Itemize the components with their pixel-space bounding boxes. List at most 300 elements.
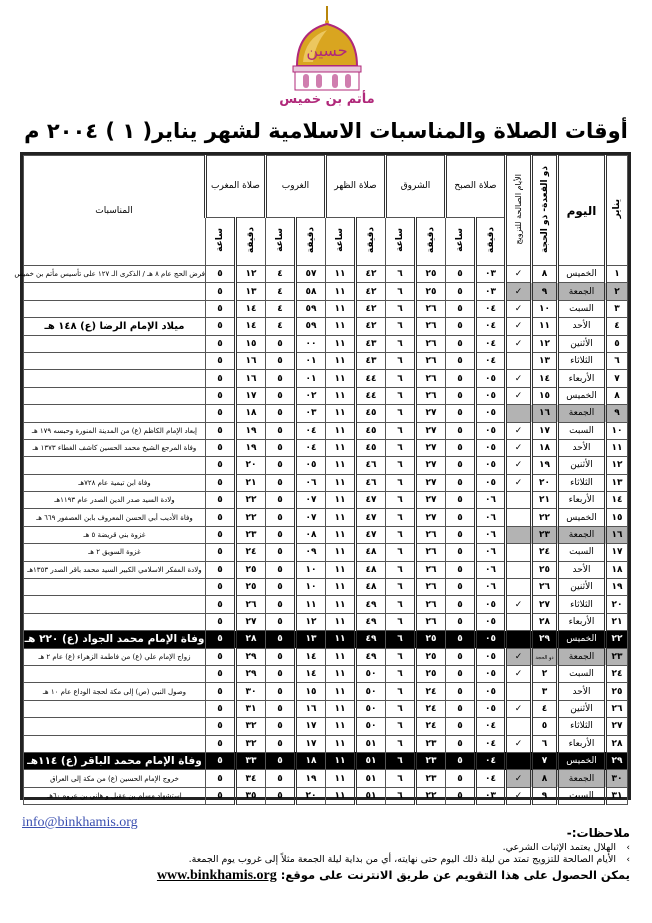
- hijri-date: ٩: [532, 283, 558, 300]
- shuruq-hour: ٦: [385, 752, 415, 769]
- notes-title: ملاحظات:-: [566, 826, 630, 840]
- check-icon: ✓: [514, 790, 523, 801]
- dhuhr-minute: ٤٧: [355, 526, 385, 543]
- fajr-hour: ٥: [445, 318, 475, 335]
- gregorian-date: ١٠: [606, 422, 628, 439]
- marriage-check: [506, 735, 532, 752]
- maghrib-minute: ٢٨: [235, 631, 265, 648]
- fajr-minute: ٠٥: [476, 457, 506, 474]
- maghrib-hour: ٥: [205, 613, 235, 630]
- fajr-hour: ٥: [445, 665, 475, 682]
- ghurub-hour: ٥: [265, 370, 295, 387]
- fajr-hour: ٥: [445, 700, 475, 717]
- dhuhr-hour: ١١: [325, 718, 355, 735]
- gregorian-date: ٢: [606, 283, 628, 300]
- day-name: الخميس: [558, 387, 606, 404]
- shuruq-minute: ٢٧: [415, 492, 445, 509]
- fajr-minute: ٠٥: [476, 596, 506, 613]
- maghrib-hour: ٥: [205, 352, 235, 369]
- gregorian-date: ٨: [606, 387, 628, 404]
- maghrib-hour: ٥: [205, 457, 235, 474]
- dhuhr-hour: ١١: [325, 700, 355, 717]
- marriage-check: [506, 787, 532, 804]
- dhuhr-minute: ٤٤: [355, 387, 385, 404]
- event-text: [24, 665, 206, 682]
- shuruq-minute: ٢٤: [415, 700, 445, 717]
- maghrib-minute: ٢٣: [235, 526, 265, 543]
- maghrib-minute: ٣١: [235, 700, 265, 717]
- ghurub-hour: ٤: [265, 300, 295, 317]
- maghrib-minute: ١٦: [235, 352, 265, 369]
- dhuhr-hour: ١١: [325, 318, 355, 335]
- maghrib-minute: ١٤: [235, 300, 265, 317]
- shuruq-minute: ٢٦: [415, 370, 445, 387]
- maghrib-hour: ٥: [205, 526, 235, 543]
- maghrib-minute: ١٤: [235, 318, 265, 335]
- dhuhr-minute: ٥١: [355, 787, 385, 804]
- table-row: [24, 770, 628, 787]
- shuruq-hour: ٦: [385, 561, 415, 578]
- shuruq-minute: ٢٦: [415, 596, 445, 613]
- dhuhr-minute: ٥٠: [355, 718, 385, 735]
- ghurub-minute: ١١: [295, 596, 325, 613]
- fajr-minute: ٠٦: [476, 509, 506, 526]
- maghrib-minute: ١٧: [235, 387, 265, 404]
- ghurub-minute: ٥٨: [295, 283, 325, 300]
- event-text: فرض الحج عام ٨ هـ / الذكرى الـ ١٢٧ على تأسيس مأتم بن خميس: [24, 266, 206, 283]
- ghurub-hour: ٥: [265, 683, 295, 700]
- day-name: الثلاثاء: [558, 718, 606, 735]
- maghrib-hour: ٥: [205, 509, 235, 526]
- hijri-date: ٢٠: [532, 474, 558, 491]
- dhuhr-minute: ٥٠: [355, 700, 385, 717]
- day-name: الأحد: [558, 561, 606, 578]
- hijri-date: ٢٢: [532, 509, 558, 526]
- shuruq-hour: ٦: [385, 509, 415, 526]
- check-icon: ✓: [514, 303, 523, 314]
- fajr-minute: ٠٥: [476, 648, 506, 665]
- prayer-calendar-table: [14, 152, 631, 801]
- maghrib-minute: ٣٠: [235, 683, 265, 700]
- ghurub-hour: ٥: [265, 787, 295, 804]
- ghurub-hour: ٥: [265, 579, 295, 596]
- ghurub-minute: ١٤: [295, 648, 325, 665]
- maghrib-hour: ٥: [205, 283, 235, 300]
- day-name: الخميس: [558, 266, 606, 283]
- check-icon: ✓: [514, 460, 523, 471]
- shuruq-hour: ٦: [385, 439, 415, 456]
- maghrib-hour: ٥: [205, 335, 235, 352]
- gregorian-date: ٢٠: [606, 596, 628, 613]
- ghurub-hour: ٥: [265, 596, 295, 613]
- fajr-hour: ٥: [445, 422, 475, 439]
- gregorian-date: ١٦: [606, 526, 628, 543]
- table-row: [24, 613, 628, 630]
- day-name: الجمعة: [558, 770, 606, 787]
- fajr-hour: ٥: [445, 770, 475, 787]
- dhuhr-hour: ١١: [325, 457, 355, 474]
- hijri-date: ١٣: [532, 352, 558, 369]
- maghrib-minute: ٢٩: [235, 665, 265, 682]
- maghrib-minute: ٢٢: [235, 509, 265, 526]
- ghurub-hour: ٥: [265, 718, 295, 735]
- shuruq-minute: ٢٣: [415, 770, 445, 787]
- hijri-date: ١١: [532, 318, 558, 335]
- table-row: [24, 439, 628, 456]
- maghrib-hour: ٥: [205, 579, 235, 596]
- bullet-icon: ›: [626, 855, 630, 865]
- shuruq-minute: ٢٤: [415, 718, 445, 735]
- maghrib-minute: ٢٦: [235, 596, 265, 613]
- shuruq-hour: ٦: [385, 648, 415, 665]
- gregorian-date: ٢٦: [606, 700, 628, 717]
- table-row: [24, 457, 628, 474]
- marriage-check: [506, 579, 532, 596]
- ghurub-minute: ١٠: [295, 579, 325, 596]
- ghurub-minute: ١٣: [295, 631, 325, 648]
- ghurub-minute: ٢٠: [295, 787, 325, 804]
- dhuhr-minute: ٤٩: [355, 631, 385, 648]
- shuruq-minute: ٢٧: [415, 457, 445, 474]
- dhuhr-hour: ١١: [325, 283, 355, 300]
- shuruq-hour: ٦: [385, 335, 415, 352]
- dhuhr-hour: ١١: [325, 561, 355, 578]
- dhuhr-minute: ٤٥: [355, 405, 385, 422]
- shuruq-hour: ٦: [385, 579, 415, 596]
- table-row: [24, 787, 628, 804]
- shuruq-minute: ٢٧: [415, 474, 445, 491]
- dhuhr-hour: ١١: [325, 300, 355, 317]
- dhuhr-hour: ١١: [325, 492, 355, 509]
- dhuhr-minute: ٤٨: [355, 544, 385, 561]
- dhuhr-minute: ٤٥: [355, 439, 385, 456]
- hijri-date: ١٤: [532, 370, 558, 387]
- website-line: [30, 868, 630, 884]
- check-icon: ✓: [514, 599, 523, 610]
- event-text: [24, 283, 206, 300]
- ghurub-minute: ١٧: [295, 735, 325, 752]
- bullet-icon: ›: [626, 843, 630, 853]
- hijri-date: ٢٣: [532, 526, 558, 543]
- shuruq-minute: ٢٧: [415, 509, 445, 526]
- marriage-check: [506, 439, 532, 456]
- shuruq-minute: ٢٥: [415, 648, 445, 665]
- shuruq-hour: ٦: [385, 457, 415, 474]
- maghrib-minute: ١٥: [235, 335, 265, 352]
- hijri-date: ٢٤: [532, 544, 558, 561]
- ghurub-hour: ٤: [265, 283, 295, 300]
- shuruq-hour: ٦: [385, 787, 415, 804]
- gregorian-date: ١٧: [606, 544, 628, 561]
- ghurub-minute: ٠١: [295, 352, 325, 369]
- shuruq-hour: ٦: [385, 266, 415, 283]
- day-name: الأربعاء: [558, 492, 606, 509]
- ghurub-hour: ٥: [265, 735, 295, 752]
- shuruq-minute: ٢٧: [415, 439, 445, 456]
- header-dhuhr-minute: دقيقة: [355, 218, 385, 266]
- ghurub-minute: ١٩: [295, 770, 325, 787]
- fajr-hour: ٥: [445, 370, 475, 387]
- gregorian-date: ٢١: [606, 613, 628, 630]
- event-text: زواج الإمام علي (ع) من فاطمة الزهراء (ع) عام ٢ هـ: [24, 648, 206, 665]
- header-ghurub-hour: ساعة: [265, 218, 295, 266]
- shuruq-minute: ٢٦: [415, 352, 445, 369]
- hijri-date: ١٠: [532, 300, 558, 317]
- maghrib-minute: ٢٥: [235, 579, 265, 596]
- dhuhr-minute: ٤٢: [355, 283, 385, 300]
- hijri-date: ١٦: [532, 405, 558, 422]
- dhuhr-hour: ١١: [325, 405, 355, 422]
- hijri-date: ١٨: [532, 439, 558, 456]
- maghrib-minute: ١٩: [235, 422, 265, 439]
- maghrib-minute: ٢٧: [235, 613, 265, 630]
- fajr-minute: ٠٥: [476, 387, 506, 404]
- fajr-hour: ٥: [445, 509, 475, 526]
- event-text: [24, 579, 206, 596]
- ghurub-hour: ٥: [265, 387, 295, 404]
- table-row: [24, 700, 628, 717]
- check-icon: ✓: [514, 321, 523, 332]
- event-text: ولادة المفكر الاسلامي الكبير السيد محمد باقر الصدر ١٣٥٣هـ: [24, 561, 206, 578]
- shuruq-minute: ٢٦: [415, 335, 445, 352]
- header-maghrib-hour: ساعة: [205, 218, 235, 266]
- event-text: [24, 457, 206, 474]
- ghurub-hour: ٥: [265, 526, 295, 543]
- marriage-check: [506, 700, 532, 717]
- fajr-minute: ٠٣: [476, 266, 506, 283]
- marriage-check: [506, 665, 532, 682]
- hijri-date: ٢٩: [532, 631, 558, 648]
- maghrib-minute: ٢٤: [235, 544, 265, 561]
- event-text: استشهاد مسلم بن عقيل و هاني بن عروه ٦٠هـ: [24, 787, 206, 804]
- shuruq-minute: ٢٥: [415, 283, 445, 300]
- marriage-check: [506, 526, 532, 543]
- header-fajr-hour: ساعة: [445, 218, 475, 266]
- logo: [279, 4, 375, 108]
- fajr-minute: ٠٤: [476, 718, 506, 735]
- ghurub-minute: ٠٢: [295, 387, 325, 404]
- shuruq-hour: ٦: [385, 683, 415, 700]
- fajr-hour: ٥: [445, 613, 475, 630]
- ghurub-minute: ٠٤: [295, 422, 325, 439]
- day-name: الأثنين: [558, 579, 606, 596]
- day-name: الثلاثاء: [558, 474, 606, 491]
- dhuhr-hour: ١١: [325, 370, 355, 387]
- website-link[interactable]: www.binkhamis.org: [156, 868, 277, 883]
- day-name: الأربعاء: [558, 735, 606, 752]
- table-row: [24, 648, 628, 665]
- hijri-date: ٦: [532, 735, 558, 752]
- day-name: الأربعاء: [558, 613, 606, 630]
- table-row: [24, 735, 628, 752]
- maghrib-hour: ٥: [205, 665, 235, 682]
- check-icon: ✓: [514, 738, 523, 749]
- header-maghrib: صلاة المغرب: [205, 156, 265, 218]
- ghurub-hour: ٥: [265, 457, 295, 474]
- shuruq-hour: ٦: [385, 526, 415, 543]
- day-name: السبت: [558, 787, 606, 804]
- event-text: [24, 613, 206, 630]
- ghurub-hour: ٤: [265, 266, 295, 283]
- maghrib-hour: ٥: [205, 752, 235, 769]
- table-row: [24, 752, 628, 769]
- marriage-check: [506, 509, 532, 526]
- gregorian-date: ٢٤: [606, 665, 628, 682]
- ghurub-minute: ٠٥: [295, 457, 325, 474]
- gregorian-date: ٣١: [606, 787, 628, 804]
- hijri-date: ١٥: [532, 387, 558, 404]
- dhuhr-minute: ٤٦: [355, 474, 385, 491]
- logo-text: مأتم بن خميس: [279, 92, 375, 107]
- fajr-hour: ٥: [445, 544, 475, 561]
- day-name: الجمعة: [558, 526, 606, 543]
- fajr-hour: ٥: [445, 596, 475, 613]
- shuruq-minute: ٢٦: [415, 544, 445, 561]
- ghurub-hour: ٥: [265, 561, 295, 578]
- fajr-minute: ٠٦: [476, 579, 506, 596]
- fajr-hour: ٥: [445, 300, 475, 317]
- ghurub-minute: ٥٩: [295, 318, 325, 335]
- gregorian-date: ٢٧: [606, 718, 628, 735]
- day-name: السبت: [558, 300, 606, 317]
- website-prefix: يمكن الحصول على هذا التقويم عن طريق الانترنت على موقع:: [280, 868, 630, 882]
- hijri-date: ٢: [532, 665, 558, 682]
- shuruq-minute: ٢٧: [415, 422, 445, 439]
- maghrib-hour: ٥: [205, 474, 235, 491]
- day-name: الأربعاء: [558, 370, 606, 387]
- marriage-check: [506, 474, 532, 491]
- table-row: [24, 283, 628, 300]
- fajr-hour: ٥: [445, 735, 475, 752]
- table-row: [24, 300, 628, 317]
- shuruq-minute: ٢٧: [415, 405, 445, 422]
- maghrib-minute: ١٩: [235, 439, 265, 456]
- gregorian-date: ١٣: [606, 474, 628, 491]
- hijri-date: [532, 648, 558, 665]
- check-icon: ✓: [514, 443, 523, 454]
- dhuhr-hour: ١١: [325, 579, 355, 596]
- maghrib-hour: ٥: [205, 596, 235, 613]
- marriage-check: [506, 544, 532, 561]
- dhuhr-minute: ٤٨: [355, 579, 385, 596]
- shuruq-minute: ٢٦: [415, 526, 445, 543]
- maghrib-hour: ٥: [205, 683, 235, 700]
- header-dhuhr-hour: ساعة: [325, 218, 355, 266]
- day-name: الجمعة: [558, 405, 606, 422]
- check-icon: ✓: [514, 269, 523, 280]
- maghrib-minute: ١٨: [235, 405, 265, 422]
- maghrib-hour: ٥: [205, 735, 235, 752]
- ghurub-hour: ٥: [265, 770, 295, 787]
- ghurub-minute: ١٤: [295, 665, 325, 682]
- ghurub-hour: ٥: [265, 492, 295, 509]
- shuruq-minute: ٢٦: [415, 561, 445, 578]
- contact-email-link[interactable]: info@binkhamis.org: [22, 815, 138, 830]
- maghrib-minute: ٣٢: [235, 718, 265, 735]
- gregorian-date: ١: [606, 266, 628, 283]
- gregorian-date: ١٤: [606, 492, 628, 509]
- ghurub-hour: ٥: [265, 405, 295, 422]
- page-title: أوقات الصلاة والمناسبات الاسلامية لشهر يناير( ١ ) ٢٠٠٤ م: [24, 119, 628, 143]
- event-text: [24, 405, 206, 422]
- fajr-minute: ٠٥: [476, 422, 506, 439]
- dhuhr-minute: ٤٤: [355, 370, 385, 387]
- hijri-date: ١٩: [532, 457, 558, 474]
- hijri-date: ٣: [532, 683, 558, 700]
- check-icon: ✓: [514, 425, 523, 436]
- ghurub-minute: ١٦: [295, 700, 325, 717]
- gregorian-date: ٥: [606, 335, 628, 352]
- shuruq-hour: ٦: [385, 544, 415, 561]
- day-name: الثلاثاء: [558, 596, 606, 613]
- shuruq-minute: ٢٥: [415, 665, 445, 682]
- day-name: السبت: [558, 422, 606, 439]
- event-text: [24, 596, 206, 613]
- shuruq-hour: ٦: [385, 352, 415, 369]
- gregorian-date: ٢٨: [606, 735, 628, 752]
- check-icon: ✓: [514, 390, 523, 401]
- event-text: غزوة السويق ٢ هـ: [24, 544, 206, 561]
- gregorian-date: ٢٢: [606, 631, 628, 648]
- header-gregorian: يناير: [606, 156, 628, 266]
- marriage-check: [506, 648, 532, 665]
- dhuhr-hour: ١١: [325, 544, 355, 561]
- day-name: الخميس: [558, 509, 606, 526]
- dhuhr-minute: ٥١: [355, 770, 385, 787]
- maghrib-minute: ٣٤: [235, 770, 265, 787]
- fajr-minute: ٠٤: [476, 318, 506, 335]
- dhuhr-minute: ٥١: [355, 752, 385, 769]
- ghurub-hour: ٥: [265, 544, 295, 561]
- maghrib-hour: ٥: [205, 787, 235, 804]
- fajr-minute: ٠٤: [476, 352, 506, 369]
- fajr-minute: ٠٣: [476, 283, 506, 300]
- maghrib-minute: ٢٥: [235, 561, 265, 578]
- table-row: [24, 492, 628, 509]
- fajr-minute: ٠٥: [476, 370, 506, 387]
- gregorian-date: ٣: [606, 300, 628, 317]
- shuruq-hour: ٦: [385, 474, 415, 491]
- ghurub-minute: ٠٩: [295, 544, 325, 561]
- table-row: [24, 335, 628, 352]
- maghrib-hour: ٥: [205, 770, 235, 787]
- shuruq-minute: ٢٥: [415, 266, 445, 283]
- marriage-check: [506, 266, 532, 283]
- dhuhr-hour: ١١: [325, 335, 355, 352]
- dhuhr-minute: ٤٢: [355, 266, 385, 283]
- table-row: [24, 266, 628, 283]
- fajr-minute: ٠٤: [476, 735, 506, 752]
- event-text: وفاة الإمام محمد الجواد (ع) ٢٢٠ هـ: [24, 631, 206, 648]
- hijri-date: ٢٧: [532, 596, 558, 613]
- hijri-date: ١٢: [532, 335, 558, 352]
- shuruq-minute: ٢٦: [415, 318, 445, 335]
- shuruq-hour: ٦: [385, 718, 415, 735]
- ghurub-minute: ٠٤: [295, 439, 325, 456]
- ghurub-hour: ٥: [265, 439, 295, 456]
- shuruq-hour: ٦: [385, 665, 415, 682]
- dhuhr-minute: ٥٠: [355, 665, 385, 682]
- event-text: ميلاد الإمام الرضا (ع) ١٤٨ هـ: [24, 318, 206, 335]
- dhuhr-minute: ٤٩: [355, 613, 385, 630]
- shuruq-hour: ٦: [385, 631, 415, 648]
- dhuhr-minute: ٤٢: [355, 300, 385, 317]
- day-name: الخميس: [558, 752, 606, 769]
- shuruq-minute: ٢٣: [415, 735, 445, 752]
- maghrib-hour: ٥: [205, 544, 235, 561]
- fajr-minute: ٠٥: [476, 665, 506, 682]
- shuruq-minute: ٢٤: [415, 683, 445, 700]
